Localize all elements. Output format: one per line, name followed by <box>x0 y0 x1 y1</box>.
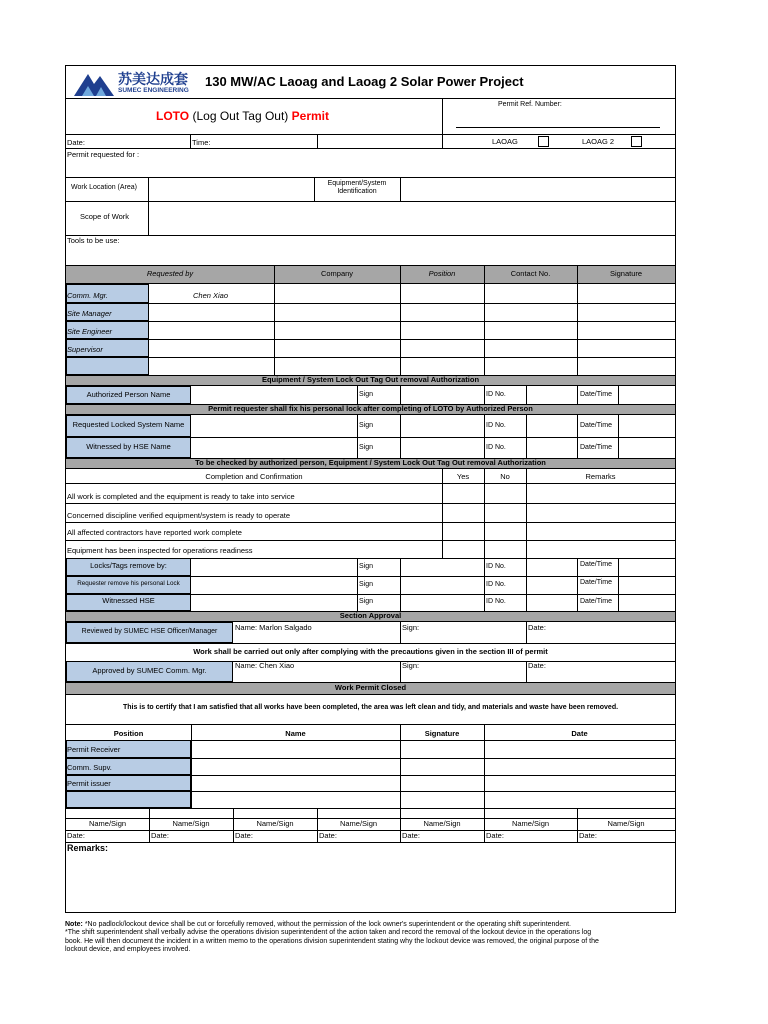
check-title: To be checked by authorized person, Equipment / System Lock Out Tag Out removal Authorization <box>195 458 546 467</box>
loto-heading <box>156 110 329 122</box>
laoag2-label: LAOAG 2 <box>582 137 615 146</box>
name-sign-1: Name/Sign <box>88 819 127 828</box>
approved-label: Approved by SUMEC Comm. Mgr. <box>92 666 207 675</box>
reviewed-label: Reviewed by SUMEC HSE Officer/Manager <box>81 628 218 635</box>
name-sign-3: Name/Sign <box>256 819 294 828</box>
sign-date-2: Date: <box>151 831 169 840</box>
blank-role-cell <box>66 791 191 808</box>
auth-person-label: Authorized Person Name <box>86 390 171 399</box>
check-item-4: Equipment has been inspected for operations readiness <box>67 546 253 555</box>
work-location-input[interactable] <box>149 178 313 200</box>
sign-date-6: Date: <box>486 831 504 840</box>
requested-for-input[interactable] <box>156 149 676 177</box>
hse-datetime: Date/Time <box>580 598 613 605</box>
witness-id: ID No. <box>486 444 506 451</box>
completion-header: Completion and Confirmation <box>205 472 303 481</box>
role-site-engineer: Site Engineer <box>67 327 113 336</box>
certify-text: This is to certify that I am satisfied that all works have been completed, the area was left clean and tidy, and materials and waste have been removed. <box>122 704 619 711</box>
req-id: ID No. <box>486 581 506 588</box>
section-approval-title: Section Approval <box>339 611 402 620</box>
hse-id: ID No. <box>486 598 506 605</box>
role-site-manager: Site Manager <box>67 309 112 318</box>
notes-block <box>65 921 705 955</box>
sign-date-4: Date: <box>319 831 337 840</box>
precaution-text: Work shall be carried out only after complying with the precautions given in the section III of permit <box>193 647 548 656</box>
approver-name: Name: Chen Xiao <box>235 661 295 670</box>
loto-desc: (Log Out Tag Out) <box>192 109 289 123</box>
reviewer-date: Date: <box>528 623 546 632</box>
loto-word: LOTO <box>156 109 190 123</box>
requested-locked-label: Requested Locked System Name <box>72 420 185 429</box>
locks-sign: Sign <box>359 563 374 570</box>
closed-title: Work Permit Closed <box>334 683 407 692</box>
req-sign: Sign <box>359 581 374 588</box>
permit-word: Permit <box>291 109 330 123</box>
equipment-label-line1: Equipment/System <box>327 180 387 187</box>
permit-form <box>65 65 676 913</box>
scope-label: Scope of Work <box>80 212 130 221</box>
check-item-2: Concerned discipline verified equipment/system is ready to operate <box>67 511 291 520</box>
closed-hdr-signature: Signature <box>424 729 460 738</box>
equipment-label <box>314 180 400 196</box>
lockout-auth-title: Equipment / System Lock Out Tag Out removal Authorization <box>261 375 480 384</box>
sumec-logo <box>72 70 116 98</box>
remarks-header: Remarks <box>585 472 616 481</box>
permit-ref-input-line[interactable] <box>456 127 660 128</box>
auth-sign-label: Sign <box>359 391 374 398</box>
project-title: 130 MW/AC Laoag and Laoag 2 Solar Power Project <box>205 74 524 89</box>
note-line-3: book. He will then document the incident in a written memo to the operations division superintendent stating why the lockout device was removed, the original purpose of the <box>65 937 599 945</box>
role-comm-mgr: Comm. Mgr. <box>67 291 108 300</box>
logo-cn-text: 苏美达成套 <box>118 71 188 87</box>
date-label: Date: <box>67 138 85 147</box>
locks-datetime: Date/Time <box>580 561 613 568</box>
requester-remove-label: Requester remove his personal Lock <box>77 580 180 587</box>
logo-en-text: SUMEC ENGINEERING <box>118 87 189 94</box>
reviewer-sign: Sign: <box>402 623 420 632</box>
auth-id-label: ID No. <box>486 391 506 398</box>
work-location-label: Work Location (Area) <box>71 184 138 191</box>
equipment-label-line2: Identification <box>337 188 377 196</box>
fix-lock-title: Permit requester shall fix his personal lock after completing of LOTO by Authorized Person <box>208 404 533 413</box>
note-text-1: *No padlock/lockout device shall be cut or forcefully removed, without the permission of the lock owner's superintendent or the operating shift superintendent. <box>82 921 571 928</box>
hdr-requested-by: Requested by <box>146 269 194 278</box>
locked-datetime: Date/Time <box>580 422 613 429</box>
hdr-position: Position <box>428 269 456 278</box>
closed-role-issuer: Permit issuer <box>67 779 111 788</box>
sign-date-3: Date: <box>235 831 253 840</box>
locked-sign: Sign <box>359 422 374 429</box>
hdr-signature: Signature <box>609 269 643 278</box>
yes-header: Yes <box>456 472 470 481</box>
closed-hdr-position: Position <box>113 729 144 738</box>
note-line-4: lockout device, and employees involved. <box>65 946 191 954</box>
req-datetime: Date/Time <box>580 579 613 586</box>
sumec-mountain-icon <box>72 70 116 98</box>
closed-hdr-date: Date <box>571 729 588 738</box>
sign-date-5: Date: <box>402 831 420 840</box>
check-item-3: All affected contractors have reported work complete <box>67 528 242 537</box>
role-supervisor: Supervisor <box>67 345 103 354</box>
witnessed-hse-name-label: Witnessed by HSE Name <box>86 442 171 451</box>
laoag2-checkbox[interactable] <box>631 136 642 147</box>
equipment-input[interactable] <box>401 178 675 200</box>
name-sign-7: Name/Sign <box>607 819 645 828</box>
requested-for-label: Permit requested for : <box>67 150 140 159</box>
time-input[interactable] <box>318 135 442 147</box>
note-line-1 <box>65 921 705 929</box>
auth-datetime-label: Date/Time <box>580 391 613 398</box>
approver-sign: Sign: <box>402 661 420 670</box>
no-header: No <box>500 472 510 481</box>
witness-datetime: Date/Time <box>580 444 613 451</box>
name-sign-6: Name/Sign <box>511 819 550 828</box>
closed-role-supv: Comm. Supv. <box>67 763 112 772</box>
name-chen-xiao: Chen Xiao <box>193 291 229 300</box>
tools-input[interactable] <box>136 236 676 264</box>
name-sign-5: Name/Sign <box>423 819 461 828</box>
witness-sign: Sign <box>359 444 374 451</box>
note-label: Note: <box>65 921 83 928</box>
sign-date-1: Date: <box>67 831 85 840</box>
hse-sign: Sign <box>359 598 374 605</box>
time-label: Time: <box>192 138 211 147</box>
laoag-checkbox[interactable] <box>538 136 549 147</box>
reviewer-name: Name: Marlon Salgado <box>235 623 312 632</box>
name-sign-4: Name/Sign <box>339 819 378 828</box>
remarks-label: Remarks: <box>67 843 109 853</box>
note-line-2: *The shift superintendent shall verbally advise the operations division superintendent of the action taken and record the removal of the lockout device in the operations log <box>65 929 592 937</box>
permit-ref-label: Permit Ref. Number: <box>498 101 562 108</box>
tools-label: Tools to be use: <box>67 236 120 245</box>
locks-tags-label: Locks/Tags remove by: <box>90 561 167 570</box>
locks-id: ID No. <box>486 563 506 570</box>
locked-id: ID No. <box>486 422 506 429</box>
hdr-contact: Contact No. <box>510 269 551 278</box>
witnessed-hse-label: Witnessed HSE <box>102 596 155 605</box>
name-sign-2: Name/Sign <box>172 819 210 828</box>
closed-hdr-name: Name <box>285 729 306 738</box>
role-cell-5 <box>66 357 149 375</box>
approver-date: Date: <box>528 661 546 670</box>
remarks-input[interactable] <box>67 856 673 911</box>
laoag-label: LAOAG <box>492 137 518 146</box>
hdr-company: Company <box>320 269 354 278</box>
sign-date-7: Date: <box>579 831 597 840</box>
closed-role-receiver: Permit Receiver <box>67 745 121 754</box>
scope-input[interactable] <box>149 202 675 234</box>
check-item-1: All work is completed and the equipment is ready to take into service <box>67 492 295 501</box>
